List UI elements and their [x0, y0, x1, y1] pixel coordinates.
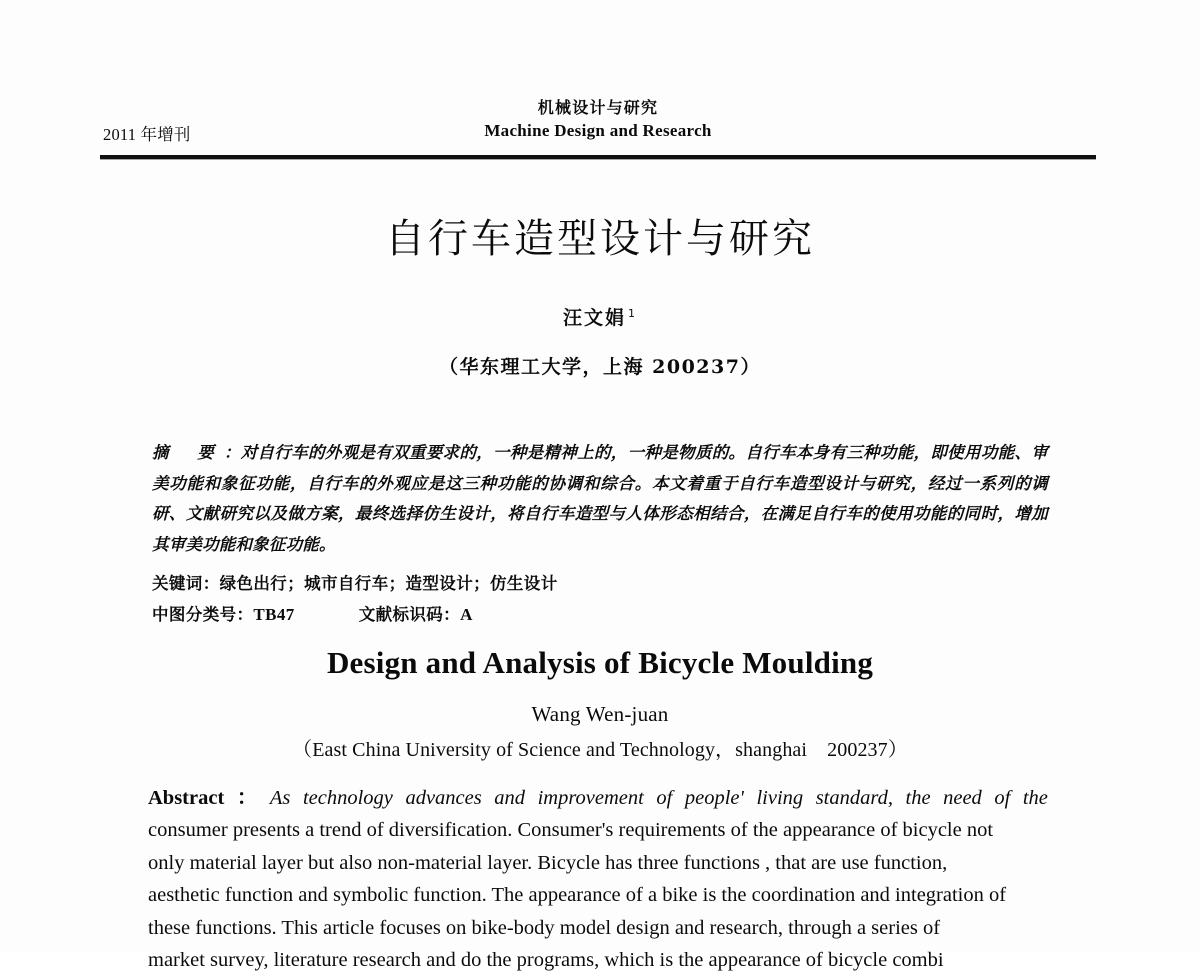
abstract-cn-separator: ：	[223, 443, 241, 462]
journal-masthead	[100, 96, 1096, 142]
keywords-cn-label: 关键词：	[152, 574, 220, 593]
clc-label: 中图分类号：	[152, 605, 254, 624]
abstract-en-w7: living	[756, 787, 804, 809]
affiliation-cn: （华东理工大学，上海 200237）	[439, 356, 761, 378]
abstract-cn-line-2: 功能、审美功能和象征功能，自行车的外观应是这三种功能的协调和综合。本文着重于自行车造型设计与研究，	[152, 443, 1048, 493]
abstract-en-w12: the	[1022, 787, 1048, 809]
abstract-en-line-clipped	[148, 944, 1048, 971]
abstract-en-w10: need	[943, 787, 982, 809]
abstract-en-w1: technology	[302, 787, 393, 809]
document-code-value: A	[460, 605, 473, 624]
author-en: Wang Wen-juan	[531, 702, 669, 726]
author-cn-name: 汪文娟	[562, 307, 626, 329]
running-head	[100, 96, 1096, 152]
header-rule	[100, 155, 1096, 159]
abstract-en-line-6: market survey, literature research and do the programs, which is the appearance of bicycle combi	[148, 949, 944, 971]
journal-title-cn: 机械设计与研究	[537, 98, 659, 117]
article-title-cn: 自行车造型设计与研究	[385, 216, 815, 262]
abstract-en-line-4: aesthetic function and symbolic function. The appearance of a bike is the coordination and integration of	[148, 884, 1007, 907]
abstract-cn-line-3: 经过一系列的调研、文献研究以及做方案，最终选择仿生设计，将自行车造型与人体形态相结合，在满足自行车	[152, 473, 1049, 523]
abstract-en	[148, 782, 1048, 944]
affiliation-en: （East China University of Science and Technology，shanghai 200237）	[292, 739, 908, 761]
abstract-cn-label: 摘 要	[152, 443, 220, 462]
abstract-en-w8: standard,	[815, 787, 893, 809]
abstract-en-label: Abstract	[148, 787, 225, 809]
abstract-cn-line-1: 对自行车的外观是有双重要求的，一种是精神上的，一种是物质的。自行车本身有三种功能，即使用	[240, 443, 981, 462]
keywords-cn-value: 绿色出行；城市自行车；造型设计；仿生设计	[219, 574, 558, 593]
author-cn	[0, 303, 1200, 330]
keywords-cn	[152, 570, 558, 594]
document-code-label: 文献标识码：	[358, 605, 461, 624]
author-affiliation-marker: 1	[628, 306, 637, 320]
abstract-en-w6: people'	[684, 787, 744, 809]
abstract-en-w2: advances	[405, 787, 482, 809]
abstract-cn	[152, 438, 1048, 560]
journal-title-en: Machine Design and Research	[484, 121, 712, 140]
abstract-en-line-1	[148, 782, 1048, 814]
article-title-en: Design and Analysis of Bicycle Moulding	[326, 645, 874, 680]
clc-value: TB47	[253, 605, 295, 624]
abstract-en-separator: ：	[236, 787, 258, 809]
abstract-en-w4: improvement	[537, 787, 644, 809]
abstract-cn-line-4: 的使用功能的同时，增加其审美功能和象征功能。	[152, 504, 1048, 554]
abstract-en-w0: As	[269, 787, 291, 809]
abstract-en-w3: and	[494, 787, 526, 809]
abstract-en-w5: of	[656, 787, 673, 809]
abstract-en-w11: of	[994, 787, 1011, 809]
abstract-en-line-5: these functions. This article focuses on bike-body model design and research, through a series of	[148, 916, 941, 939]
issue-label: 2011 年增刊	[103, 125, 191, 144]
abstract-en-w9: the	[905, 787, 931, 809]
classification-line	[152, 601, 473, 625]
abstract-en-line-2: consumer presents a trend of diversification. Consumer's requirements of the appearance of bicycle not	[148, 819, 994, 842]
abstract-en-line-3: only material layer but also non-material layer. Bicycle has three functions , that are use function,	[148, 851, 948, 874]
